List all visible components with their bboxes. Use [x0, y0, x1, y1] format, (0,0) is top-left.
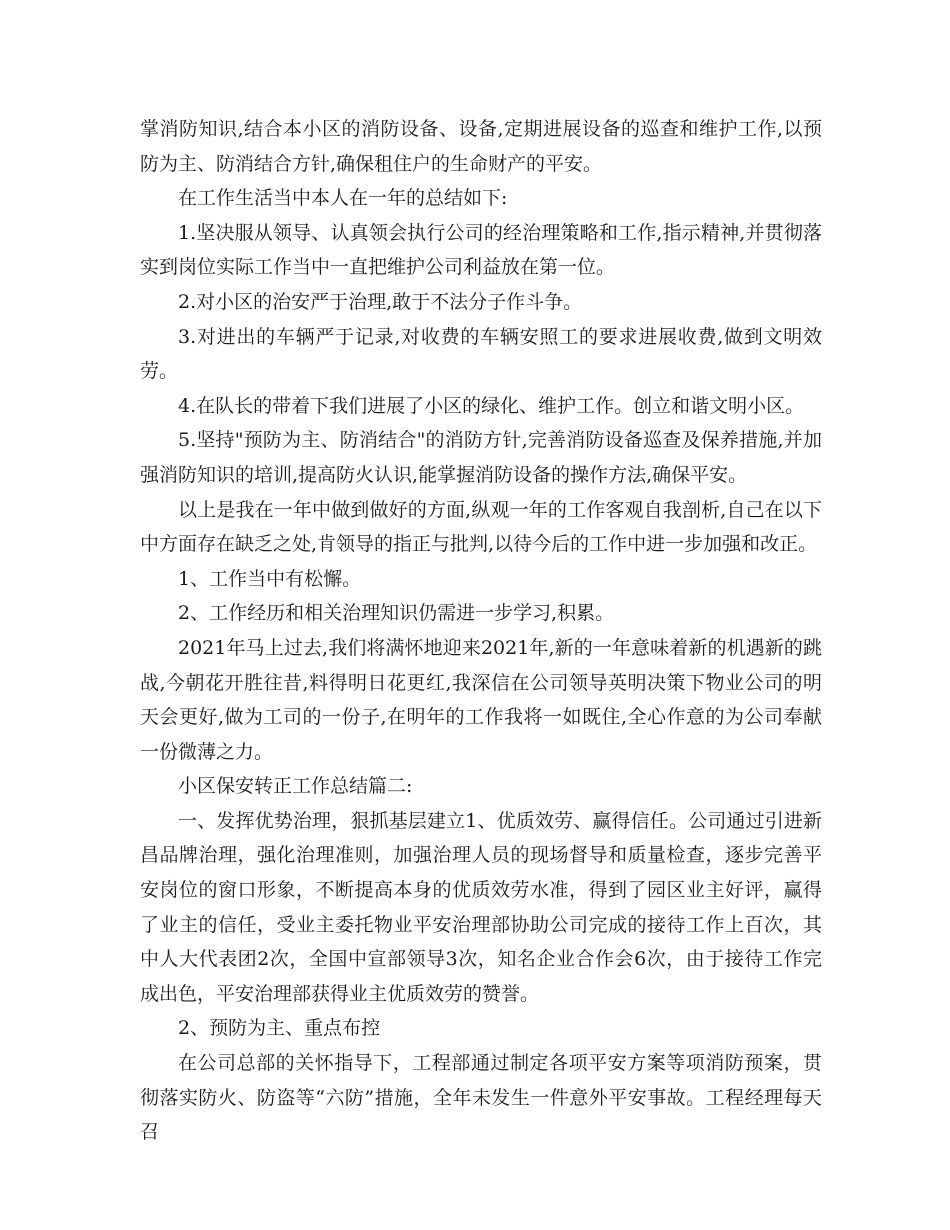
paragraph-shortcoming-2: 2、工作经历和相关治理知识仍需进一步学习,积累。: [178, 602, 615, 625]
paragraph-self-assessment: 以上是我在一年中做到做好的方面,纵观一年的工作客观自我剖析,自己在以下中方面存在缺乏之处,肯领导的指正与批判,以待今后的工作中进一步加强和改正。: [140, 498, 822, 556]
paragraph-outlook: 2021年马上过去,我们将满怀地迎来2021年,新的一年意味着新的机遇新的跳战,今朝花开胜往昔,料得明日花更红,我深信在公司领导英明决策下物业公司的明天会更好,做为工司的一份子,在明年的工作我将一如既住,全心作意的为公司奉献一份微薄之力。: [140, 636, 822, 763]
paragraph-management-advantages: 一、发挥优势治理，狠抓基层建立1、优质效劳、赢得信任。公司通过引进新昌品牌治理，强化治理准则，加强治理人员的现场督导和质量检查，逐步完善平安岗位的窗口形象，不断提高本身的优质效劳水准，得到了园区业主好评，赢得了业主的信任，受业主委托物业平安治理部协助公司完成的接待工作上百次，其中人大代表团2次，全国中宣部领导3次，知名企业合作会6次，由于接待工作完成出色，平安治理部获得业主优质效劳的赞誉。: [140, 809, 822, 1005]
paragraph-shortcoming-1: 1、工作当中有松懈。: [178, 567, 362, 590]
paragraph-item-2: 2.对小区的治安严于治理,敢于不法分子作斗争。: [178, 290, 583, 313]
paragraph-item-3: 3.对进出的车辆严于记录,对收费的车辆安照工的要求进展收费,做到文明效劳。: [140, 325, 822, 383]
document-body: [140, 112, 822, 1150]
section-heading-part-two: 小区保安转正工作总结篇二:: [178, 775, 413, 798]
paragraph-fire-knowledge-continued: 掌消防知识,结合本小区的消防设备、设备,定期进展设备的巡查和维护工作,以预防为主、防消结合方针,确保租住户的生命财产的平安。: [140, 118, 822, 175]
paragraph-year-summary-intro: 在工作生活当中本人在一年的总结如下:: [178, 187, 508, 210]
paragraph-item-5: 5.坚持"预防为主、防消结合"的消防方针,完善消防设备巡查及保养措施,并加强消防知识的培训,提高防火认识,能掌握消防设备的操作方法,确保平安。: [140, 429, 822, 486]
paragraph-engineering-department: 在公司总部的关怀指导下，工程部通过制定各项平安方案等项消防预案，贯彻落实防火、防盗等“六防”措施，全年未发生一件意外平安事故。工程经理每天召: [140, 1052, 822, 1144]
paragraph-item-1: 1.坚决服从领导、认真领会执行公司的经治理策略和工作,指示精神,并贯彻落实到岗位实际工作当中一直把维护公司利益放在第一位。: [140, 221, 822, 279]
subheading-prevention-first: 2、预防为主、重点布控: [178, 1017, 381, 1040]
paragraph-item-4: 4.在队长的带着下我们进展了小区的绿化、维护工作。创立和谐文明小区。: [178, 394, 805, 417]
